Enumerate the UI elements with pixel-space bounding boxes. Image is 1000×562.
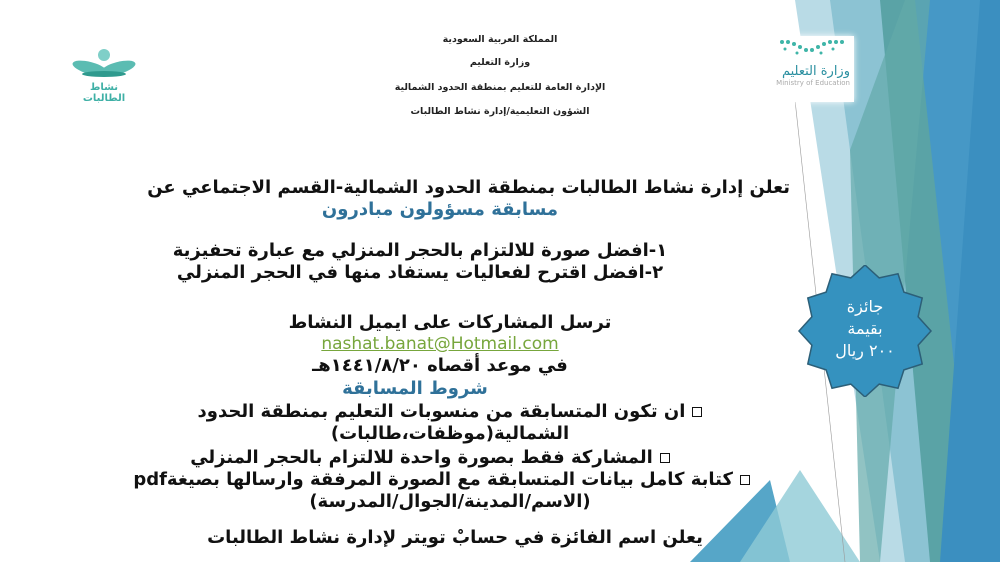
badge-line-1: جائزة <box>846 297 884 316</box>
condition-1-line-2: الشمالية(موظفات،طالبات) <box>330 423 570 444</box>
announcement-title: تعلن إدارة نشاط الطالبات بمنطقة الحدود الشمالية-القسم الاجتماعي عن <box>147 177 790 198</box>
condition-1 <box>150 401 750 422</box>
condition-3-line-1: كتابة كامل بيانات المتسابقة مع الصورة المرفقة وارسالها بصيغةpdf <box>133 469 733 490</box>
header-line-1: المملكة العربية السعودية <box>442 34 558 45</box>
header-line-3: الإدارة العامة للتعليم بمنطقة الحدود الشمالية <box>394 82 606 93</box>
deadline-text: في موعد أقصاه ١٤٤١/٨/٢٠هـ <box>312 355 568 376</box>
checkbox-icon <box>692 407 702 417</box>
send-to-text: ترسل المشاركات على ايميل النشاط <box>288 312 612 333</box>
condition-1-line-1: ان تكون المتسابقة من منسوبات التعليم بمنطقة الحدود <box>197 401 686 422</box>
badge-line-2: بقيمة <box>847 319 883 338</box>
student-activity-logo-text: نشاط الطالبات <box>82 82 126 104</box>
condition-2 <box>150 447 710 468</box>
competition-name: مسابقة مسؤولون مبادرون <box>321 199 559 220</box>
header-line-4: الشؤون التعليمية/إدارة نشاط الطالبات <box>410 106 590 117</box>
moe-dots-icon <box>762 36 854 60</box>
item-2: ٢-افضل اقترح لفعاليات يستفاد منها في الحجر المنزلي <box>176 262 664 283</box>
email-link[interactable]: nashat.banat@Hotmail.com <box>321 334 559 354</box>
condition-2-text: المشاركة فقط بصورة واحدة للالتزام بالحجر المنزلي <box>190 447 653 468</box>
conditions-title: شروط المسابقة <box>342 378 488 399</box>
prize-badge <box>805 296 925 362</box>
moe-english-text: Ministry of Education <box>776 79 850 87</box>
header-line-2: وزارة التعليم <box>469 57 531 68</box>
badge-line-3: ٢٠٠ ريال <box>835 341 895 360</box>
condition-3 <box>133 469 750 490</box>
ministry-of-education-logo <box>762 36 854 102</box>
checkbox-icon <box>660 453 670 463</box>
moe-arabic-text: وزارة التعليم <box>781 64 850 79</box>
lotus-icon <box>68 48 140 78</box>
checkbox-icon <box>740 475 750 485</box>
condition-3-line-2: (الاسم/المدينة/الجوال/المدرسة) <box>309 491 591 512</box>
item-1: ١-افضل صورة للالتزام بالحجر المنزلي مع عبارة تحفيزية <box>172 240 668 261</box>
student-activity-logo <box>68 48 140 104</box>
winner-announcement: يعلن اسم الفائزة في حسابْ تويتر لإدارة نشاط الطالبات <box>207 527 703 548</box>
